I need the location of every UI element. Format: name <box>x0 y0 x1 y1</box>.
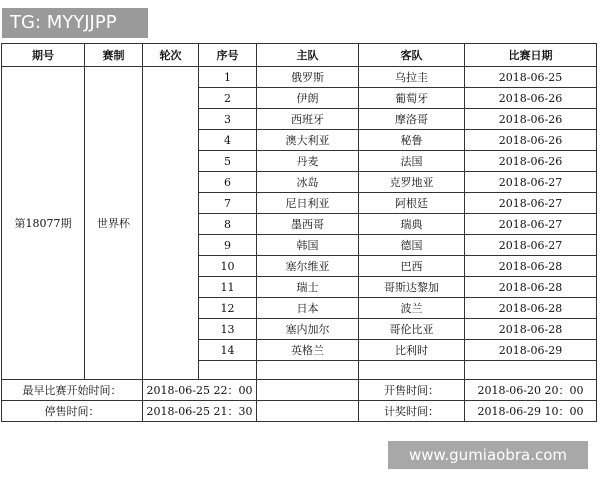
home-team: 日本 <box>257 298 359 319</box>
away-team: 秘鲁 <box>359 130 465 151</box>
match-number: 2 <box>199 88 257 109</box>
sale-start-label: 开售时间： <box>359 380 465 401</box>
issue-cell: 第18077期 <box>2 67 85 380</box>
sale-stop-value: 2018-06-25 21：30 <box>143 401 257 422</box>
match-number: 5 <box>199 151 257 172</box>
footer-row-start <box>2 380 597 401</box>
match-date: 2018-06-28 <box>465 256 597 277</box>
header-format: 赛制 <box>85 44 143 67</box>
away-team: 比利时 <box>359 340 465 361</box>
away-team: 德国 <box>359 235 465 256</box>
match-date: 2018-06-28 <box>465 319 597 340</box>
away-team: 哥伦比亚 <box>359 319 465 340</box>
home-team: 尼日利亚 <box>257 193 359 214</box>
match-schedule-table <box>1 43 597 422</box>
match-date: 2018-06-25 <box>465 67 597 88</box>
home-team: 澳大利亚 <box>257 130 359 151</box>
match-number: 13 <box>199 319 257 340</box>
home-team: 韩国 <box>257 235 359 256</box>
header-round: 轮次 <box>143 44 199 67</box>
away-team: 波兰 <box>359 298 465 319</box>
match-number: 7 <box>199 193 257 214</box>
match-number: 4 <box>199 130 257 151</box>
home-team: 塞内加尔 <box>257 319 359 340</box>
match-date: 2018-06-27 <box>465 193 597 214</box>
away-team: 葡萄牙 <box>359 88 465 109</box>
watermark-url: www.gumiaobra.com <box>388 441 588 469</box>
empty-cell <box>465 361 597 380</box>
match-date: 2018-06-26 <box>465 88 597 109</box>
away-team: 巴西 <box>359 256 465 277</box>
match-date: 2018-06-29 <box>465 340 597 361</box>
earliest-start-value: 2018-06-25 22：00 <box>143 380 257 401</box>
home-team: 塞尔维亚 <box>257 256 359 277</box>
away-team: 乌拉圭 <box>359 67 465 88</box>
empty-cell <box>359 361 465 380</box>
footer-blank <box>257 380 359 401</box>
sale-start-value: 2018-06-20 20：00 <box>465 380 597 401</box>
draw-label: 计奖时间： <box>359 401 465 422</box>
home-team: 伊朗 <box>257 88 359 109</box>
empty-cell <box>199 361 257 380</box>
away-team: 摩洛哥 <box>359 109 465 130</box>
table-header-row <box>2 44 597 67</box>
home-team: 英格兰 <box>257 340 359 361</box>
match-number: 14 <box>199 340 257 361</box>
draw-value: 2018-06-29 10：00 <box>465 401 597 422</box>
footer-row-stop <box>2 401 597 422</box>
earliest-start-label: 最早比赛开始时间： <box>2 380 143 401</box>
match-date: 2018-06-26 <box>465 109 597 130</box>
table-row <box>2 67 597 88</box>
home-team: 冰岛 <box>257 172 359 193</box>
tag-banner: TG: MYYJJPP <box>2 8 148 38</box>
away-team: 哥斯达黎加 <box>359 277 465 298</box>
home-team: 瑞士 <box>257 277 359 298</box>
match-number: 10 <box>199 256 257 277</box>
match-date: 2018-06-27 <box>465 235 597 256</box>
header-number: 序号 <box>199 44 257 67</box>
home-team: 丹麦 <box>257 151 359 172</box>
away-team: 法国 <box>359 151 465 172</box>
header-match-date: 比赛日期 <box>465 44 597 67</box>
match-number: 11 <box>199 277 257 298</box>
match-number: 3 <box>199 109 257 130</box>
match-date: 2018-06-28 <box>465 277 597 298</box>
match-date: 2018-06-26 <box>465 151 597 172</box>
header-away-team: 客队 <box>359 44 465 67</box>
match-number: 6 <box>199 172 257 193</box>
away-team: 瑞典 <box>359 214 465 235</box>
format-cell: 世界杯 <box>85 67 143 380</box>
empty-cell <box>257 361 359 380</box>
header-home-team: 主队 <box>257 44 359 67</box>
away-team: 克罗地亚 <box>359 172 465 193</box>
match-date: 2018-06-28 <box>465 298 597 319</box>
away-team: 阿根廷 <box>359 193 465 214</box>
match-date: 2018-06-27 <box>465 172 597 193</box>
sale-stop-label: 停售时间： <box>2 401 143 422</box>
footer-blank <box>257 401 359 422</box>
match-date: 2018-06-27 <box>465 214 597 235</box>
match-date: 2018-06-26 <box>465 130 597 151</box>
home-team: 俄罗斯 <box>257 67 359 88</box>
home-team: 墨西哥 <box>257 214 359 235</box>
match-number: 9 <box>199 235 257 256</box>
match-number: 12 <box>199 298 257 319</box>
match-number: 1 <box>199 67 257 88</box>
header-issue: 期号 <box>2 44 85 67</box>
home-team: 西班牙 <box>257 109 359 130</box>
match-number: 8 <box>199 214 257 235</box>
round-cell <box>143 67 199 380</box>
